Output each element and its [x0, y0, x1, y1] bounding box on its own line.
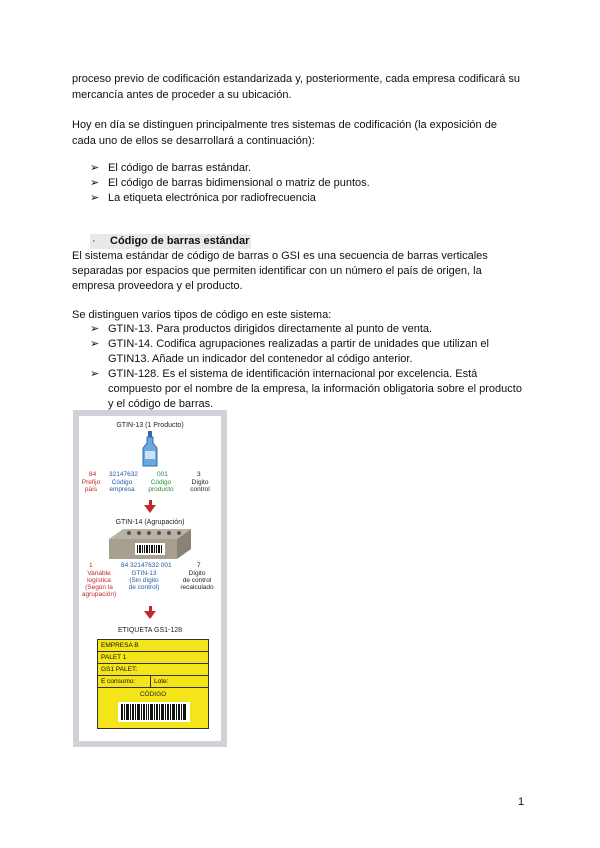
paragraph-line: mercancía antes de proceder a su ubicación. [72, 89, 292, 101]
gtin13-desc-product: Código producto [148, 479, 174, 493]
list-item-gtin128 [90, 367, 530, 412]
arrow-down-icon [144, 505, 156, 513]
list-item-text: La etiqueta electrónica por radiofrecuencia [108, 192, 316, 204]
gs1-label [97, 639, 209, 729]
gs1-title: ETIQUETA GS1-128 [117, 627, 183, 634]
gtin14-desc-check: Dígito de control recalculado [180, 570, 214, 591]
paragraph-line: cada uno de ellos se desarrollará a continuación): [72, 135, 315, 147]
label-row-gs1-pallet: GS1 PALET: [98, 664, 208, 676]
label-codigo: CÓDIGO [139, 691, 167, 698]
gtin13-code-product: 001 [157, 471, 168, 478]
arrow-bullet-icon: ➢ [90, 338, 100, 350]
arrow-bullet-icon: ➢ [90, 162, 100, 174]
barcode-icon [118, 702, 190, 722]
label-lote: Lote: [154, 678, 169, 685]
list-item-text: GTIN-14. Codifica agrupaciones realizadas a partir de unidades que utilizan el [108, 338, 489, 350]
gtin14-code-gtin13: 84 32147632 001 [121, 562, 172, 569]
label-row-consumo-lote [98, 676, 208, 688]
paragraph-line: El sistema estándar de código de barras o GSI es una secuencia de barras verticales [72, 250, 488, 262]
crate-icon [109, 529, 191, 559]
gtin13-code-check: 3 [197, 471, 201, 478]
barcode-diagram-figure [73, 410, 227, 747]
list-item [90, 160, 251, 176]
bullet-dot-icon: · [92, 235, 96, 247]
list-item [90, 175, 370, 191]
gtin14-code-check: 7 [197, 562, 201, 569]
list-item-text: El código de barras estándar. [108, 162, 252, 174]
paragraph-line: Hoy en día se distinguen principalmente tres sistemas de codificación (la exposición de [72, 119, 497, 131]
list-item-gtin14 [90, 337, 530, 367]
label-row-pallet: PALET 1 [98, 652, 208, 664]
list-item-text: GTIN-128. Es el sistema de identificación internacional por excelencia. Está [108, 368, 478, 380]
label-consumo: E consumo: [101, 678, 136, 685]
paragraph-line: separadas por espacios que permiten identificar con un número el país de origen, la [72, 265, 482, 277]
label-row-company: EMPRESA B [98, 640, 208, 652]
figure-panel [79, 416, 221, 741]
gtin14-title: GTIN-14 (Agrupación) [115, 519, 185, 526]
list-item-text: GTIN13. Añade un indicador del contenedor al código anterior. [108, 353, 413, 365]
section-heading [90, 234, 251, 249]
gtin13-desc-company: Código empresa [109, 479, 135, 493]
gtin14-desc-gtin13: GTIN-13 (Sin dígito de control) [128, 570, 160, 591]
paragraph-line: Se distinguen varios tipos de código en este sistema: [72, 309, 332, 321]
list-item-text: y el código de barras. [108, 398, 214, 410]
gtin13-desc-check: Dígito control [190, 479, 210, 493]
list-item-gtin13 [90, 322, 530, 337]
paragraph-line: empresa proveedora y el producto. [72, 280, 243, 292]
arrow-down-icon [144, 611, 156, 619]
gtin13-desc-prefix: Prefijo país [81, 479, 101, 493]
gtin14-code-logistic: 1 [89, 562, 93, 569]
list-item-text: El código de barras bidimensional o matriz de puntos. [108, 177, 370, 189]
gtin14-desc-logistic: Variable logística (Según la agrupación) [81, 570, 117, 598]
list-item-text: GTIN-13. Para productos dirigidos directamente al punto de venta. [108, 323, 433, 335]
paragraph-line: proceso previo de codificación estandarizada y, posteriormente, cada empresa codificará su [72, 73, 520, 85]
arrow-bullet-icon: ➢ [90, 192, 100, 204]
label-divider [150, 676, 151, 688]
arrow-bullet-icon: ➢ [90, 323, 100, 335]
list-item-text: compuesto por el nombre de la empresa, la información obligatoria sobre el producto [108, 383, 522, 395]
arrow-bullet-icon: ➢ [90, 177, 100, 189]
gtin13-title: GTIN-13 (1 Producto) [116, 422, 184, 429]
bottle-icon [141, 431, 159, 467]
list-item [90, 190, 316, 206]
page-number: 1 [518, 796, 525, 808]
gtin13-code-company: 32147632 [109, 471, 138, 478]
arrow-bullet-icon: ➢ [90, 368, 100, 380]
gtin13-code-prefix: 84 [89, 471, 97, 478]
section-heading-text: Código de barras estándar [110, 235, 250, 247]
